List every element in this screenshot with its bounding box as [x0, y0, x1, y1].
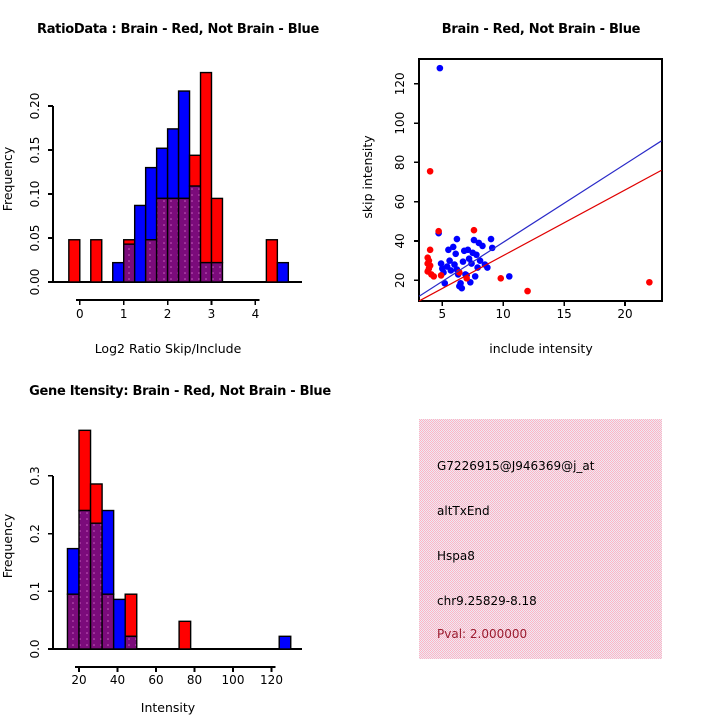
hist-bar	[113, 263, 124, 282]
y-tick-label: 120	[393, 72, 407, 96]
x-tick-label: 120	[260, 673, 283, 687]
hist-bar	[102, 511, 114, 595]
hist-bar	[146, 168, 157, 240]
chromosome-location-text: chr9.25829-8.18	[437, 594, 537, 608]
probe-id-text: G7226915@J946369@j_at	[437, 459, 595, 473]
y-tick-label: 0.05	[28, 224, 42, 252]
brain-point	[524, 288, 531, 295]
y-tick-label: 0.15	[28, 136, 42, 164]
hist-bar	[91, 484, 103, 523]
gene-intensity-histogram-title: Gene Itensity: Brain - Red, Not Brain - Blue	[29, 384, 331, 399]
hist-bar	[266, 240, 277, 282]
gene-intensity-histogram-xlabel: Intensity	[140, 700, 196, 715]
y-tick-label: 0.0	[28, 639, 42, 659]
hist-bar	[190, 155, 201, 186]
brain-fit-line	[419, 170, 661, 301]
hist-bar-overlap	[168, 198, 179, 282]
hist-bar	[279, 636, 291, 649]
x-tick-label: 15	[556, 307, 572, 321]
hist-bar-overlap	[190, 186, 201, 282]
hist-bar-overlap	[102, 594, 114, 649]
ratio-histogram-chart	[0, 0, 360, 360]
x-tick-label: 10	[495, 307, 511, 321]
x-tick-label: 40	[109, 673, 126, 687]
y-tick-label: 0.20	[28, 92, 42, 120]
not-brain-point	[506, 273, 513, 280]
event-type-text: altTxEnd	[437, 504, 490, 518]
not-brain-point	[458, 285, 465, 292]
x-tick-label: 20	[617, 307, 633, 321]
y-tick-label: 40	[393, 233, 407, 249]
brain-point	[497, 275, 504, 282]
gene-info-box	[419, 419, 662, 659]
hist-bar	[69, 240, 80, 282]
y-tick-label: 0.2	[28, 524, 42, 544]
intensity-scatter-chart	[360, 0, 720, 360]
hist-bar	[179, 621, 191, 649]
y-tick-label: 80	[393, 154, 407, 171]
pval-text: Pval: 2.000000	[437, 627, 528, 641]
gene-intensity-histogram-chart	[0, 360, 360, 720]
not-brain-point	[460, 258, 467, 265]
not-brain-fit-line	[419, 141, 661, 296]
hist-bar	[125, 594, 137, 636]
x-tick-label: 3	[207, 307, 216, 321]
x-tick-label: 1	[119, 307, 128, 321]
ratio-histogram-panel	[0, 0, 360, 360]
brain-point	[646, 279, 653, 286]
x-tick-label: 60	[148, 673, 164, 687]
ratio-histogram-plot-area	[28, 73, 302, 321]
gene-name-text: Hspa8	[437, 549, 475, 563]
x-tick-label: 5	[438, 307, 447, 321]
x-tick-label: 4	[251, 307, 260, 321]
not-brain-point	[488, 236, 495, 243]
x-tick-label: 0	[75, 307, 84, 321]
intensity-scatter-plot-area	[393, 59, 662, 321]
x-tick-label: 80	[186, 673, 203, 687]
not-brain-point	[445, 247, 452, 254]
hist-bar-overlap	[212, 263, 223, 282]
y-tick-label: 100	[393, 111, 407, 135]
gene-intensity-histogram-plot-area	[28, 430, 302, 687]
gene-intensity-histogram-panel	[0, 360, 360, 720]
brain-point	[430, 273, 437, 280]
gene-info-panel	[360, 360, 720, 720]
hist-bar-overlap	[146, 240, 157, 282]
y-tick-label: 0.3	[28, 466, 42, 486]
hist-bar-overlap	[124, 244, 135, 282]
hist-bar	[277, 263, 288, 282]
hist-bar	[212, 198, 223, 262]
not-brain-point	[454, 236, 461, 243]
brain-point	[427, 247, 434, 254]
y-tick-label: 0.10	[28, 180, 42, 208]
brain-point	[435, 228, 442, 235]
hist-bar	[201, 73, 212, 263]
x-tick-label: 2	[163, 307, 172, 321]
y-tick-label: 20	[393, 272, 407, 288]
not-brain-point	[479, 243, 486, 250]
hist-bar-overlap	[79, 511, 91, 649]
x-tick-label: 100	[221, 673, 245, 687]
hist-bar	[79, 430, 91, 510]
y-tick-label: 60	[393, 194, 407, 210]
not-brain-point	[448, 267, 455, 274]
y-tick-label: 0.1	[28, 581, 42, 601]
intensity-scatter-title: Brain - Red, Not Brain - Blue	[441, 22, 641, 37]
hist-bar-overlap	[179, 198, 190, 282]
y-tick-label: 0.00	[28, 268, 42, 296]
x-tick-label: 20	[71, 673, 87, 687]
hist-bar	[114, 599, 126, 649]
brain-point	[471, 227, 478, 234]
not-brain-point	[472, 273, 479, 280]
hist-bar	[67, 549, 79, 595]
intensity-scatter-xlabel: include intensity	[489, 341, 593, 356]
ratio-histogram-xlabel: Log2 Ratio Skip/Include	[94, 341, 242, 356]
not-brain-point	[473, 251, 480, 258]
not-brain-point	[437, 65, 444, 72]
hist-bar-overlap	[157, 198, 168, 282]
intensity-scatter-ylabel: skip intensity	[360, 135, 375, 219]
hist-bar-overlap	[201, 263, 212, 282]
intensity-scatter-panel	[360, 0, 720, 360]
brain-point	[427, 168, 434, 175]
brain-point	[438, 272, 445, 279]
hist-bar	[179, 91, 190, 198]
hist-bar	[168, 129, 179, 199]
hist-bar	[91, 240, 102, 282]
hist-bar-overlap	[91, 523, 103, 649]
gene-intensity-histogram-ylabel: Frequency	[0, 513, 15, 579]
ratio-histogram-title: RatioData : Brain - Red, Not Brain - Blue	[37, 22, 319, 37]
hist-bar	[157, 148, 168, 198]
ratio-histogram-ylabel: Frequency	[0, 146, 15, 212]
hist-bar	[135, 205, 146, 282]
not-brain-point	[452, 250, 459, 257]
hist-bar-overlap	[125, 636, 137, 649]
hist-bar-overlap	[67, 594, 79, 649]
